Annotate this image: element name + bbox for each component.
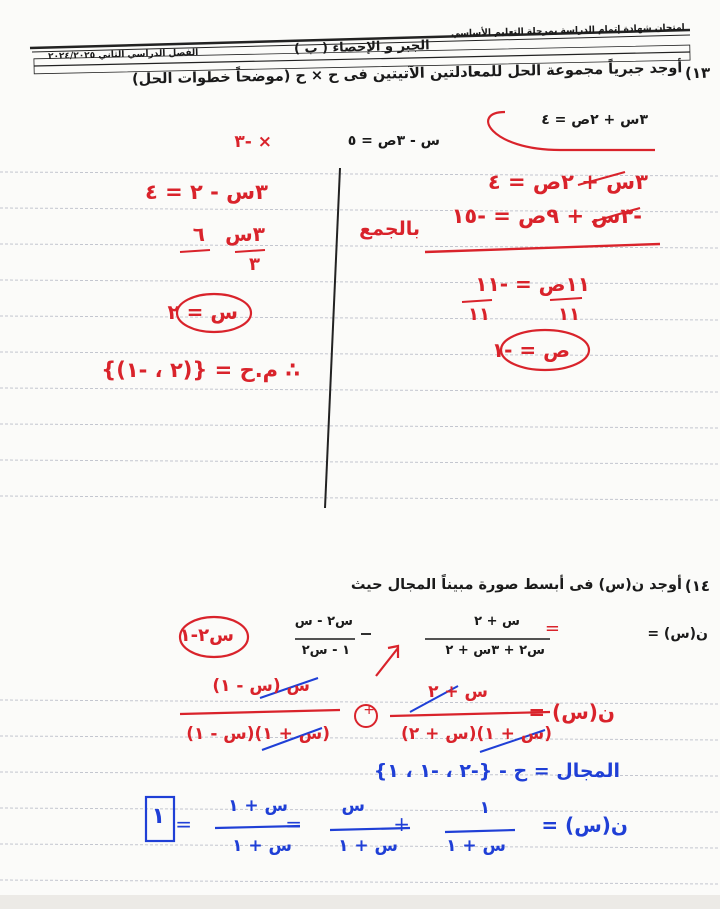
frac2-numerator: س٢ - س [294,614,353,629]
step2-frac1-num: س + ٢ [428,682,488,702]
final-answer: ١ [151,804,165,829]
equals-sign: = [285,812,302,836]
q13-number: ١٣) [684,63,711,83]
equals-sign-q14: = [544,618,560,639]
by-addition-label: بالجمع [359,218,420,240]
left-step-2-rhs: ٦ [192,222,205,246]
step3-frac3-num: س + ١ [228,796,288,816]
right-step-3-den: ١١ [558,304,580,325]
q14-function-lhs: ن(س) = [647,626,708,642]
right-step-2: -٣س + ٩ص = -١٥ [451,204,642,228]
step3-frac1-num: ١ [479,798,490,818]
q13-equation-1: ٣س + ٢ص = ٤ [541,112,648,128]
step2-frac2-num: س (س - ١) [212,676,310,696]
q14-number: ١٤) [684,577,710,595]
q13-prompt: أوجد جبرياً مجموعة الحل للمعادلتين الآتيتين فى ح × ح (موضحاً خطوات الحل) [131,60,683,88]
right-step-1: ٣س + ٢ص = ٤ [487,170,648,194]
step2-lhs: ن(س) = [528,700,615,724]
step3-lhs: ن(س) = [541,813,628,837]
frac1-denominator: س٢ + ٣س + ٢ [445,643,545,658]
frac2-denominator: ١ - س٢ [301,643,350,658]
plus-in-circle: + [363,702,375,718]
left-step-2-den: ٣ [249,254,260,275]
step3-frac2-num: س [341,796,365,816]
right-step-3: ١١ص = -١١ [475,272,590,296]
term-label: الفصل الدراسي الثاني ٢٠٢٤/٢٠٢٥ [47,48,199,62]
left-step-1: ٣س - ٢ = ٤ [144,180,268,204]
frac1-numerator: س + ٢ [474,614,520,629]
subject-title: الجبر و الإحصاء ( ب ) [294,38,431,57]
step3-frac3-den: س + ١ [232,836,292,856]
step3-frac1-den: س + ١ [446,836,506,856]
step2-frac2-den: (س + ١)(س - ١) [186,724,330,744]
step2-frac1-den: (س + ١)(س + ٢) [401,724,552,744]
y-result: ص = -١ [491,338,570,362]
left-step-2-lhs: ٣س [225,222,265,246]
equals-sign-2: = [175,812,192,836]
right-step-3-den-2: ١١ [468,304,490,325]
step3-frac2-den: س + ١ [338,836,398,856]
q13-equation-2: س - ٣ص = ٥ [347,133,440,149]
x-result: س = ٢ [167,300,238,324]
solution-set: ∴ م.ح = {(٢ ، -١)} [101,358,300,382]
factored-note: س٢-١ [179,625,234,646]
exam-title: امتحان شهادة إتمام الدراسة بمرحلة التعليم الأساسي [451,22,686,40]
times-minus-three-note: × -٣ [234,132,272,152]
domain-line: المجال = ح - {-٢ ، -١ ، ١} [373,760,620,782]
plus-sign: + [393,812,410,836]
q14-prompt: أوجد ن(س) فى أبسط صورة مبيناً المجال حيث [350,577,682,593]
